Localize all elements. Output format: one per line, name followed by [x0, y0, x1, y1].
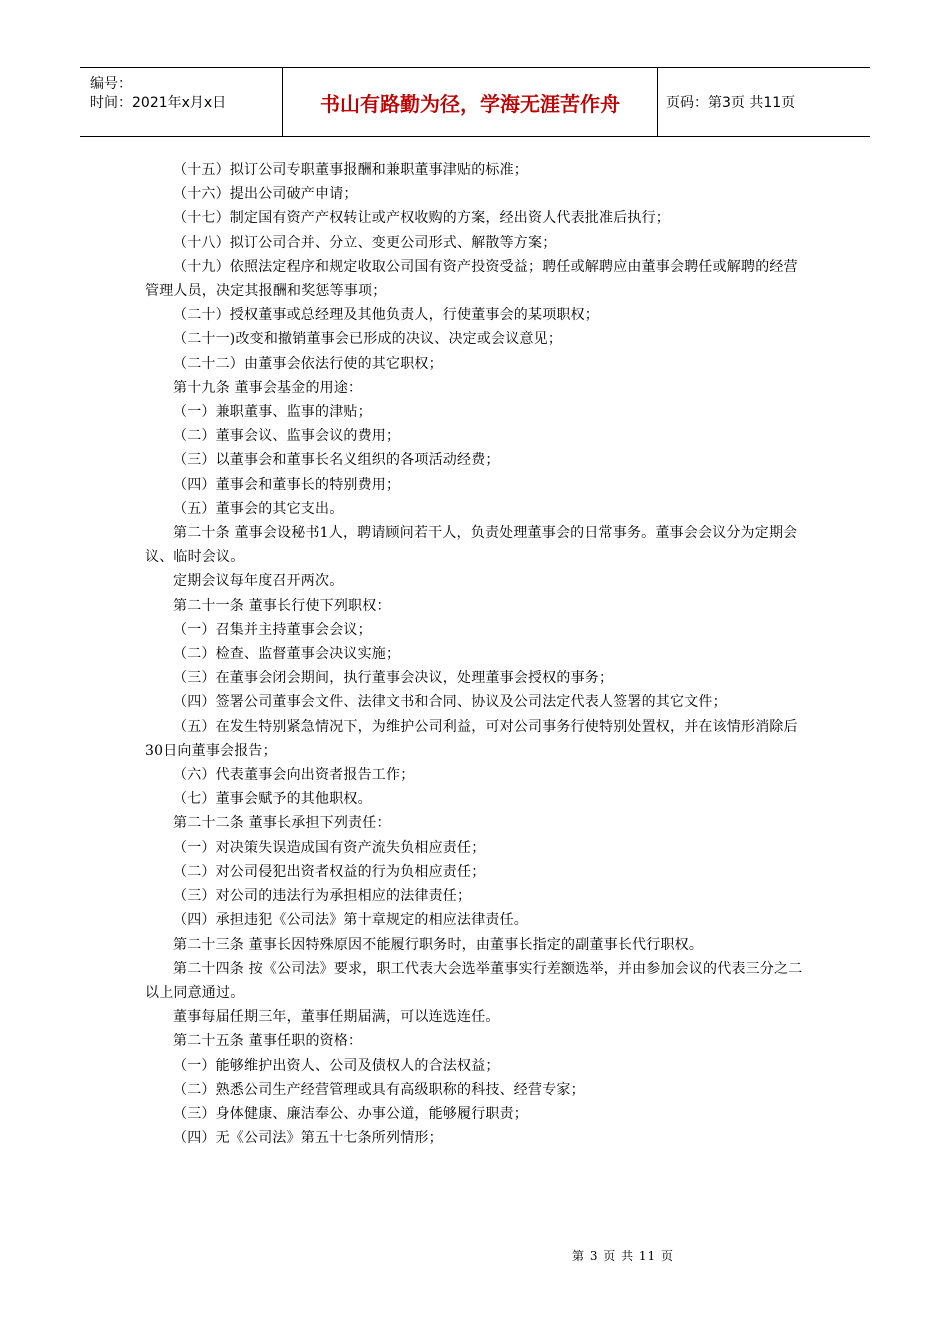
- paragraph: （一）能够维护出资人、公司及债权人的合法权益；: [173, 1057, 500, 1074]
- paragraph: （二）熟悉公司生产经营管理或具有高级职称的科技、经营专家；: [173, 1081, 585, 1098]
- paragraph: （十七）制定国有资产产权转让或产权收购的方案，经出资人代表批准后执行；: [173, 210, 670, 227]
- paragraph: （四）承担违犯《公司法》第十章规定的相应法律责任。: [173, 912, 528, 929]
- paragraph: （十六）提出公司破产申请；: [173, 186, 358, 203]
- paragraph: （一）召集并主持董事会会议；: [173, 621, 372, 638]
- header-page-code: 页码：第3页 共11页: [666, 95, 796, 111]
- paragraph: （二十一)改变和撤销董事会已形成的决议、决定或会议意见；: [173, 331, 563, 348]
- document-body: [145, 158, 810, 1150]
- paragraph: （三）对公司的违法行为承担相应的法律责任；: [173, 888, 472, 905]
- paragraph: 第二十三条 董事长因特殊原因不能履行职务时，由董事长指定的副董事长代行职权。: [173, 936, 704, 953]
- paragraph: 定期会议每年度召开两次。: [173, 573, 344, 590]
- paragraph: （五）在发生特别紧急情况下，为维护公司利益，可对公司事务行使特别处置权，并在该情形消除后30日向董事会报告；: [145, 718, 798, 759]
- paragraph: 第二十条 董事会设秘书1人，聘请顾问若干人，负责处理董事会的日常事务。董事会会议分为定期会议、临时会议。: [145, 525, 798, 566]
- paragraph: （七）董事会赋予的其他职权。: [173, 791, 372, 808]
- paragraph: （五）董事会的其它支出。: [173, 500, 344, 517]
- header-motto: 书山有路勤为径，学海无涯苦作舟: [282, 68, 658, 136]
- page-footer: [0, 1247, 950, 1264]
- paragraph: 董事每届任期三年，董事任期届满，可以连选连任。: [173, 1009, 500, 1026]
- document-time-label: 时间：2021年x月x日: [90, 95, 227, 111]
- paragraph: 第二十五条 董事任职的资格：: [173, 1033, 363, 1050]
- paragraph: （二）检查、监督董事会决议实施；: [173, 646, 401, 663]
- paragraph: （十五）拟订公司专职董事报酬和兼职董事津贴的标准；: [173, 162, 528, 178]
- document-number-label: 编号：: [90, 76, 132, 92]
- paragraph: （一）兼职董事、监事的津贴；: [173, 404, 372, 421]
- paragraph: （三）以董事会和董事长名义组织的各项活动经费；: [173, 452, 500, 469]
- paragraph: 第二十四条 按《公司法》要求，职工代表大会选举董事实行差额选举，并由参加会议的代表三分之二以上同意通过。: [145, 960, 803, 1001]
- paragraph: （二十二）由董事会依法行使的其它职权；: [173, 355, 443, 372]
- paragraph: （二十）授权董事或总经理及其他负责人，行使董事会的某项职权；: [173, 307, 599, 324]
- paragraph: （十八）拟订公司合并、分立、变更公司形式、解散等方案；: [173, 234, 557, 251]
- paragraph: （四）签署公司董事会文件、法律文书和合同、协议及公司法定代表人签署的其它文件；: [173, 694, 727, 711]
- paragraph: （三）在董事会闭会期间，执行董事会决议，处理董事会授权的事务；: [173, 670, 614, 687]
- paragraph: 第二十二条 董事长承担下列责任：: [173, 815, 391, 832]
- paragraph: （十九）依照法定程序和规定收取公司国有资产投资受益；聘任或解聘应由董事会聘任或解聘的经营管理人员，决定其报酬和奖惩等事项；: [145, 258, 798, 300]
- paragraph: （一）对决策失误造成国有资产流失负相应责任；: [173, 839, 486, 856]
- page-header: [80, 67, 870, 137]
- paragraph: 第二十一条 董事长行使下列职权：: [173, 597, 391, 614]
- paragraph: （二）对公司侵犯出资者权益的行为负相应责任；: [173, 863, 486, 880]
- header-left-cell: [80, 68, 282, 136]
- paragraph: （三）身体健康、廉洁奉公、办事公道，能够履行职责；: [173, 1105, 528, 1122]
- paragraph: （二）董事会议、监事会议的费用；: [173, 428, 401, 445]
- paragraph: 第十九条 董事会基金的用途：: [173, 379, 363, 396]
- footer-page-number: 第 3 页 共 11 页: [572, 1249, 674, 1263]
- paragraph: （四）无《公司法》第五十七条所列情形；: [173, 1130, 443, 1147]
- paragraph: （四）董事会和董事长的特别费用；: [173, 476, 401, 493]
- paragraph: （六）代表董事会向出资者报告工作；: [173, 767, 415, 784]
